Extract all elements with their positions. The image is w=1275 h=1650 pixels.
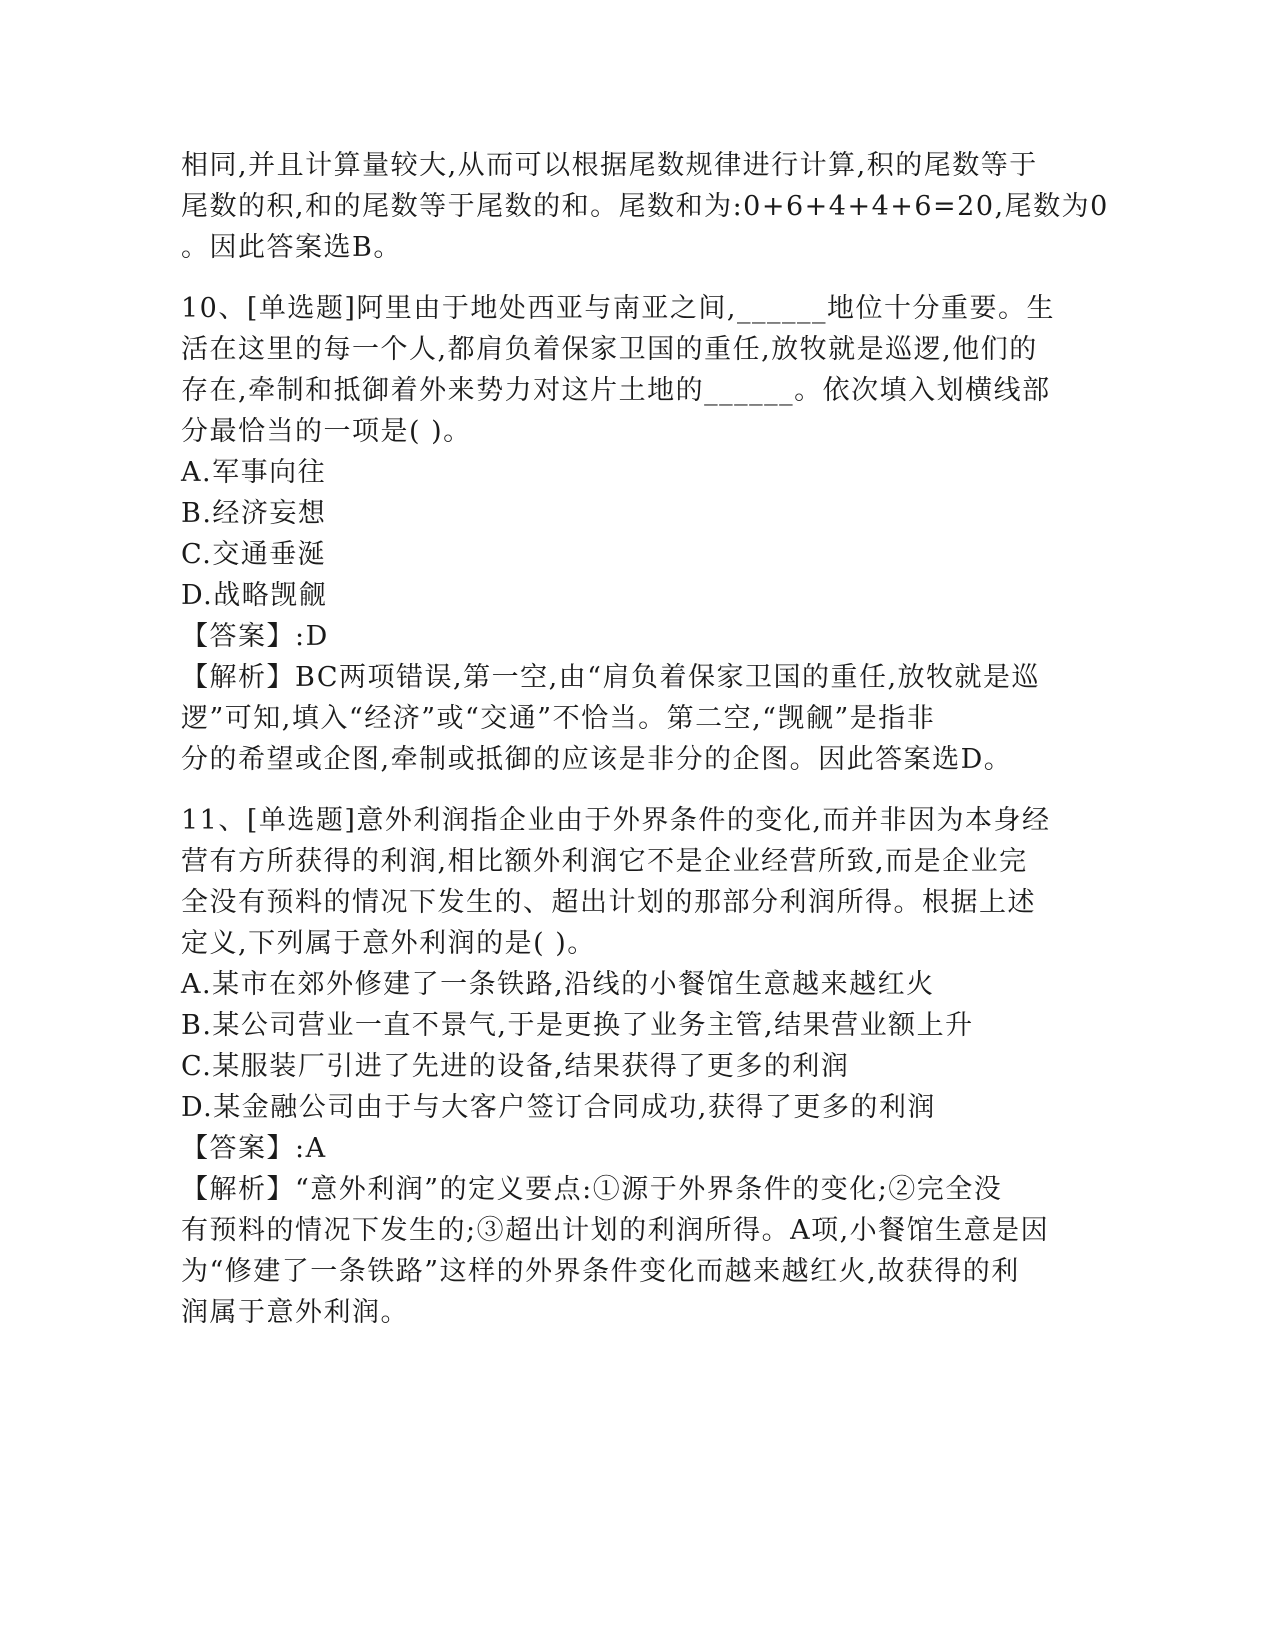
question-stem-line: 分最恰当的一项是( )。 (181, 416, 472, 447)
option-c: C.交通垂涎 (181, 539, 327, 570)
question-stem-line: 11、[单选题]意外利润指企业由于外界条件的变化,而并非因为本身经 (181, 805, 1051, 836)
answer-line: 【答案】:D (181, 621, 329, 652)
option-a: A.军事向往 (181, 457, 327, 488)
explanation-line: 为“修建了一条铁路”这样的外界条件变化而越来越红火,故获得的利 (181, 1256, 1020, 1287)
section-gap (181, 780, 1061, 800)
previous-explanation (181, 145, 1109, 268)
explanation-line: 分的希望或企图,牵制或抵御的应该是非分的企图。因此答案选D。 (181, 744, 1013, 775)
explanation-line: 【解析】BC两项错误,第一空,由“肩负着保家卫国的重任,放牧就是巡 (181, 662, 1041, 693)
option-c: C.某服装厂引进了先进的设备,结果获得了更多的利润 (181, 1051, 850, 1082)
option-a: A.某市在郊外修建了一条铁路,沿线的小餐馆生意越来越红火 (181, 969, 935, 1000)
text-line: 。因此答案选B。 (181, 232, 402, 263)
explanation-line: 【解析】“意外利润”的定义要点:①源于外界条件的变化;②完全没 (181, 1174, 1003, 1205)
question-stem-line: 营有方所获得的利润,相比额外利润它不是企业经营所致,而是企业完 (181, 846, 1028, 877)
question-stem-line: 存在,牵制和抵御着外来势力对这片土地的______。依次填入划横线部 (181, 375, 1051, 406)
explanation-line: 逻”可知,填入“经济”或“交通”不恰当。第二空,“觊觎”是指非 (181, 703, 936, 734)
answer-line: 【答案】:A (181, 1133, 327, 1164)
option-d: D.战略觊觎 (181, 580, 328, 611)
explanation-line: 润属于意外利润。 (181, 1297, 409, 1328)
question-stem-line: 定义,下列属于意外利润的是( )。 (181, 928, 596, 959)
option-b: B.某公司营业一直不景气,于是更换了业务主管,结果营业额上升 (181, 1010, 974, 1041)
section-gap (181, 268, 1061, 288)
text-line: 尾数的积,和的尾数等于尾数的和。尾数和为:0+6+4+4+6=20,尾数为0 (181, 191, 1109, 222)
question-stem-line: 活在这里的每一个人,都肩负着保家卫国的重任,放牧就是巡逻,他们的 (181, 334, 1038, 365)
explanation-line: 有预料的情况下发生的;③超出计划的利润所得。A项,小餐馆生意是因 (181, 1215, 1050, 1246)
question-stem-line: 10、[单选题]阿里由于地处西亚与南亚之间,______地位十分重要。生 (181, 293, 1056, 324)
question-10 (181, 288, 1061, 780)
text-line: 相同,并且计算量较大,从而可以根据尾数规律进行计算,积的尾数等于 (181, 150, 1038, 181)
question-11 (181, 800, 1061, 1333)
question-stem-line: 全没有预料的情况下发生的、超出计划的那部分利润所得。根据上述 (181, 887, 1036, 918)
option-d: D.某金融公司由于与大客户签订合同成功,获得了更多的利润 (181, 1092, 936, 1123)
document-page (181, 145, 1109, 1333)
option-b: B.经济妄想 (181, 498, 327, 529)
